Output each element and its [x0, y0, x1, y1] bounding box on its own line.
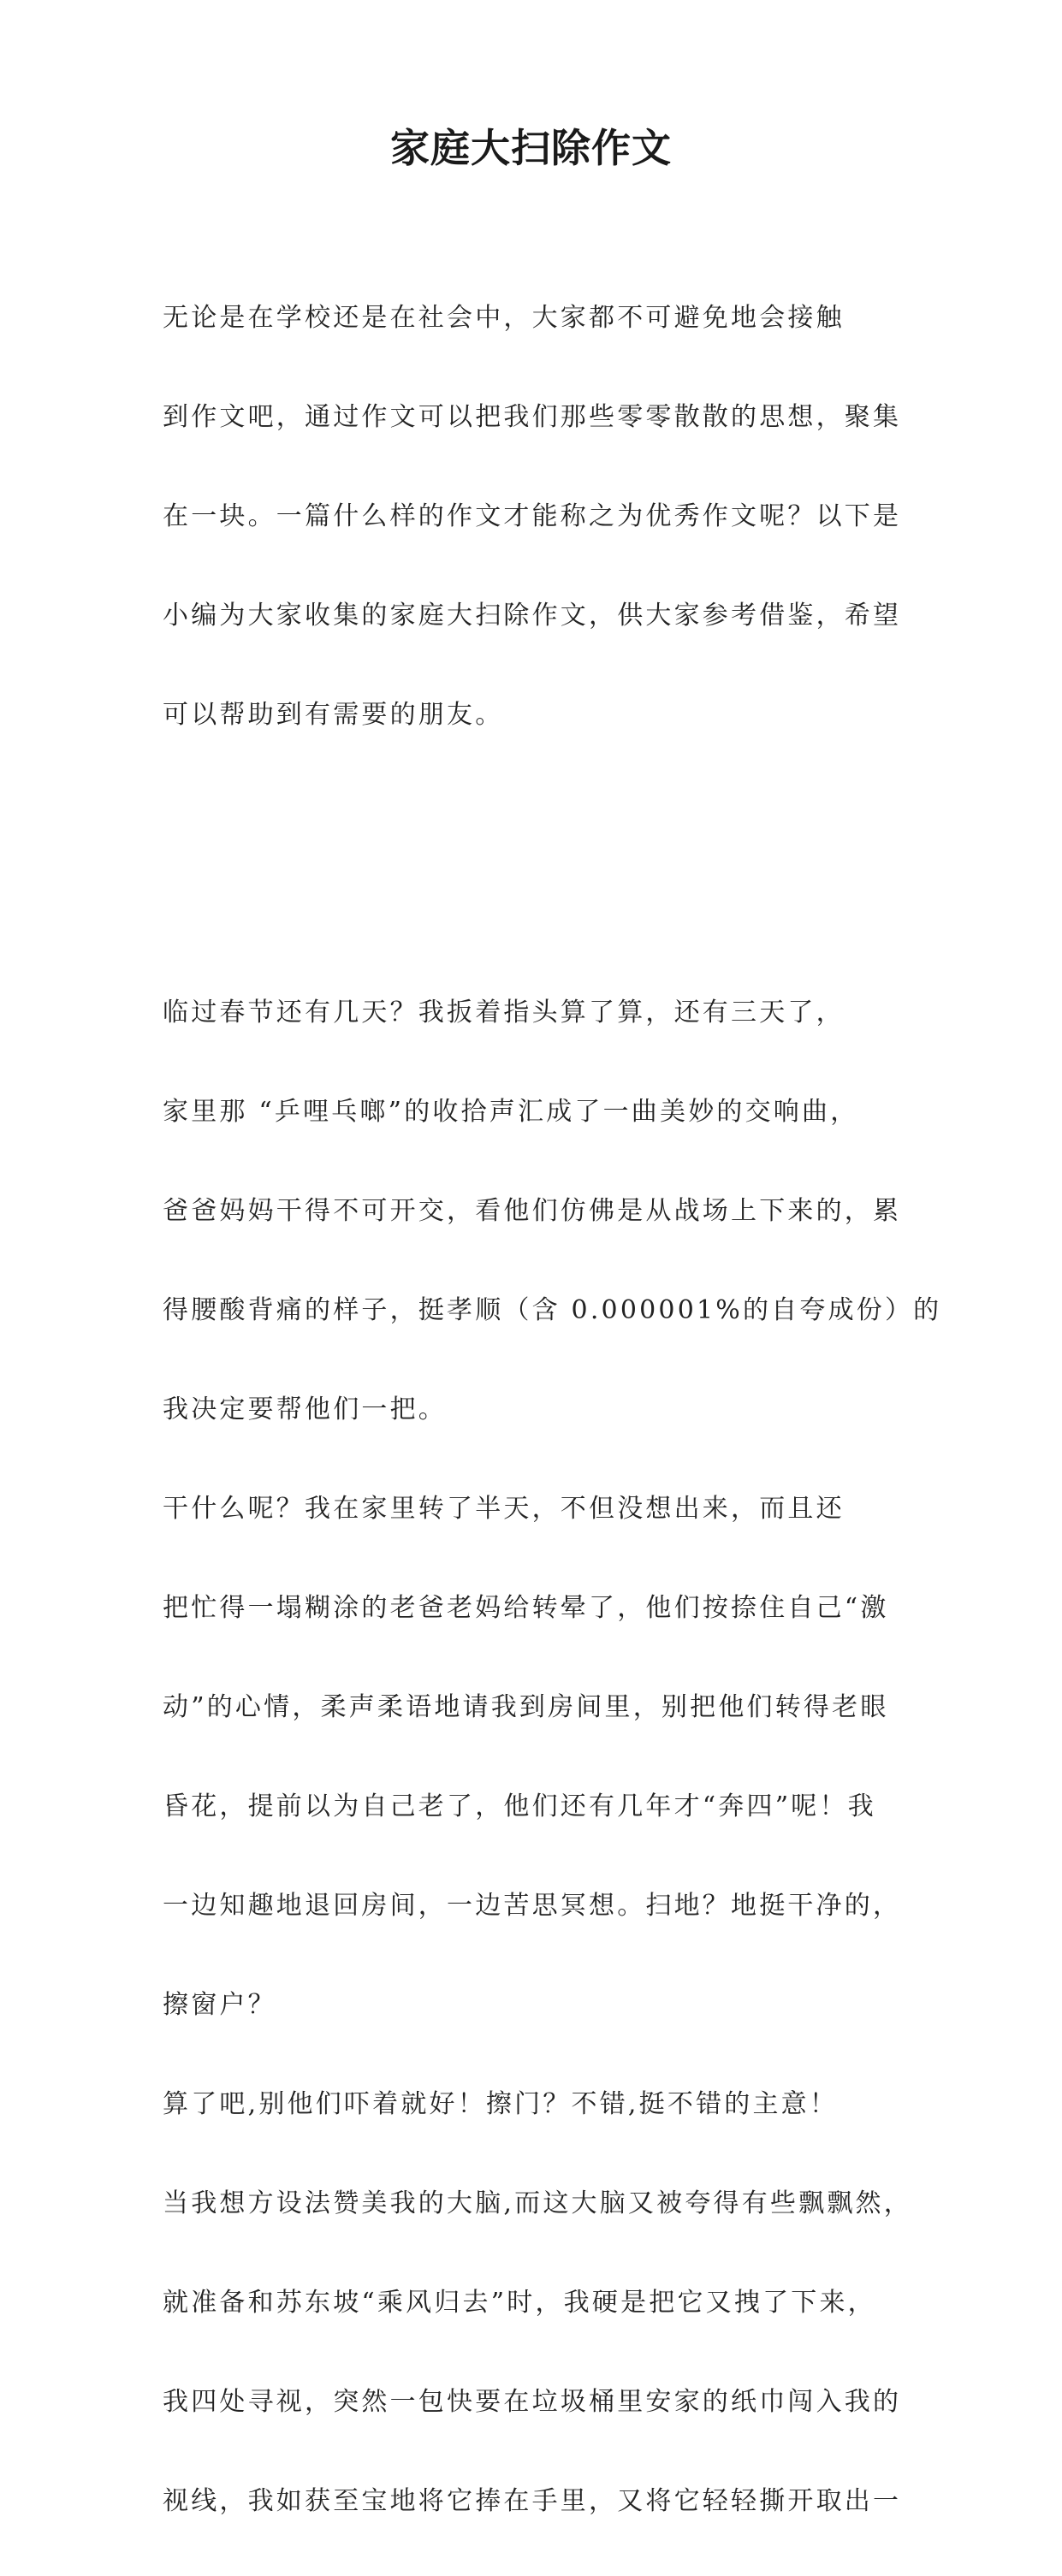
intro-line: 在一块。一篇什么样的作文才能称之为优秀作文呢？以下是: [163, 501, 902, 531]
intro-line: 可以帮助到有需要的朋友。: [163, 700, 504, 730]
intro-line: 小编为大家收集的家庭大扫除作文，供大家参考借鉴，希望: [163, 601, 902, 631]
body-line: 把忙得一塌糊涂的老爸老妈给转晕了，他们按捺住自己“激: [163, 1593, 889, 1623]
paragraph-gap: [163, 839, 916, 889]
body-line: 当我想方设法赞美我的大脑,而这大脑又被夸得有些飘飘然，: [163, 2188, 912, 2218]
document-title: 家庭大扫除作文: [390, 125, 672, 171]
body-line: 临过春节还有几天？我扳着指头算了算，还有三天了，: [163, 998, 845, 1027]
body-line: 擦窗户？: [163, 1990, 276, 2020]
document-body: [163, 244, 942, 2576]
body-line: 算了吧,别他们吓着就好！擦门？不错,挺不错的主意！: [163, 2089, 839, 2119]
body-line: 我四处寻视，突然一包快要在垃圾桶里安家的纸巾闯入我的: [163, 2387, 902, 2417]
body-line: 我决定要帮他们一把。: [163, 1395, 447, 1424]
body-line: 就准备和苏东坡“乘风归去”时，我硬是把它又拽了下来，: [163, 2288, 876, 2318]
body-line: 干什么呢？我在家里转了半天，不但没想出来，而且还: [163, 1494, 845, 1524]
body-line: 家里那 “乒哩乓啷”的收拾声汇成了一曲美妙的交响曲，: [163, 1097, 859, 1127]
body-line: 动”的心情，柔声柔语地请我到房间里，别把他们转得老眼: [163, 1692, 889, 1722]
body-line: 昏花，提前以为自己老了，他们还有几年才“奔四”呢！我: [163, 1791, 876, 1821]
body-line: 视线，我如获至宝地将它捧在手里，又将它轻轻撕开取出一: [163, 2486, 902, 2516]
intro-line: 到作文吧，通过作文可以把我们那些零零散散的思想，聚集: [163, 402, 902, 432]
body-line: 爸爸妈妈干得不可开交，看他们仿佛是从战场上下来的，累: [163, 1196, 902, 1226]
body-line: 得腰酸背痛的样子，挺孝顺（含 0.000001%的自夸成份）的: [163, 1295, 942, 1325]
intro-line: 无论是在学校还是在社会中，大家都不可避免地会接触: [163, 303, 845, 333]
body-line: 一边知趣地退回房间，一边苦思冥想。扫地？地挺干净的，: [163, 1891, 902, 1921]
